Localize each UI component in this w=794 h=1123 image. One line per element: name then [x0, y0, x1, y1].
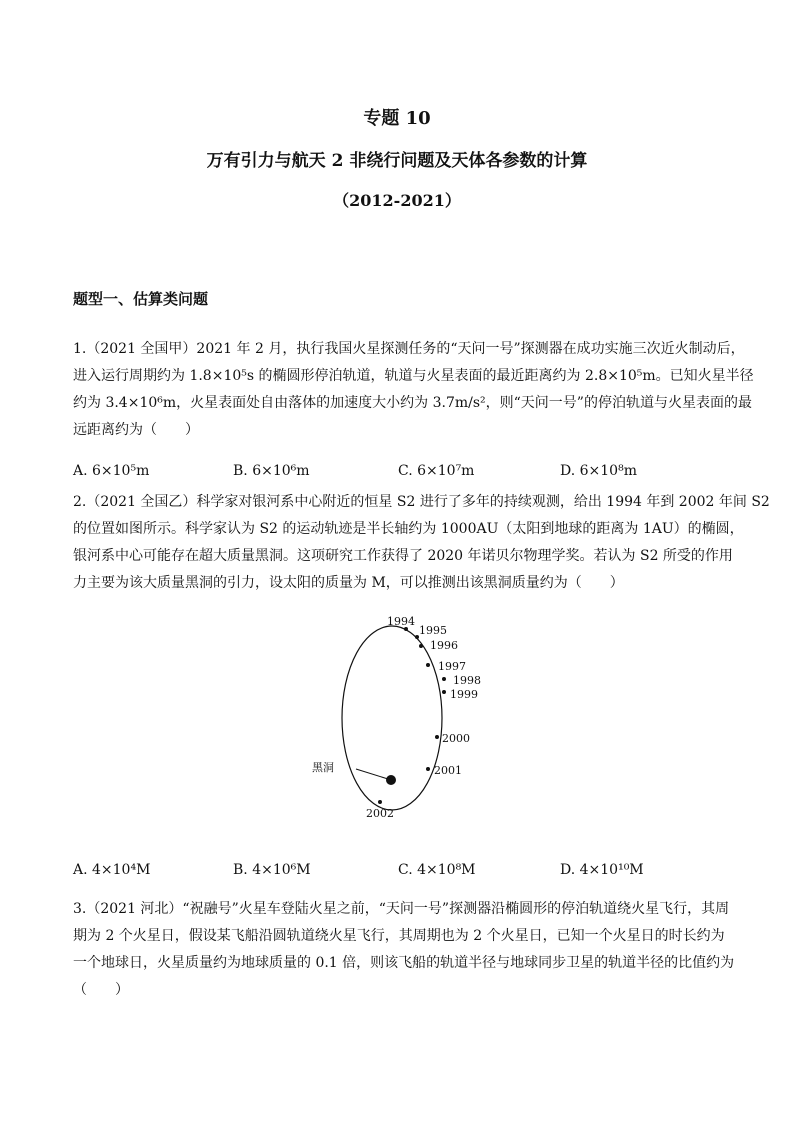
option-b: B. 4×10⁶M	[233, 862, 311, 878]
question-3-line: （ ）	[73, 982, 129, 998]
question-1-line: 1.（2021 全国甲）2021 年 2 月，执行我国火星探测任务的“天问一号”探测器在成功实施三次近火制动后，	[73, 341, 745, 357]
year-label-2002: 2002	[366, 807, 394, 820]
year-label-1999: 1999	[450, 688, 478, 701]
orbit-point-1997	[426, 663, 430, 667]
year-label-2001: 2001	[434, 764, 462, 777]
orbit-point-1998	[442, 677, 446, 681]
question-2-options	[73, 862, 723, 884]
option-d: D. 6×10⁸m	[560, 463, 637, 479]
question-2-line: 力主要为该大质量黑洞的引力，设太阳的质量为 M，可以推测出该黑洞质量约为（ ）	[73, 575, 624, 591]
section-heading: 题型一、估算类问题	[73, 290, 209, 308]
black-hole-dot	[386, 775, 396, 785]
orbit-point-1996	[419, 644, 423, 648]
option-c: C. 4×10⁸M	[398, 862, 476, 878]
question-2	[73, 489, 770, 597]
option-a: A. 4×10⁴M	[73, 862, 151, 878]
year-label-1997: 1997	[438, 660, 466, 673]
question-3-line: 3.（2021 河北）“祝融号”火星车登陆火星之前，“天问一号”探测器沿椭圆形的停泊轨道绕火星飞行，其周	[73, 901, 730, 917]
orbit-point-2001	[426, 767, 430, 771]
page-subtitle: 万有引力与航天 2 非绕行问题及天体各参数的计算	[206, 151, 588, 171]
year-label-2000: 2000	[442, 732, 470, 745]
orbit-figure	[300, 612, 500, 827]
question-2-line: 2.（2021 全国乙）科学家对银河系中心附近的恒星 S2 进行了多年的持续观测，给出 1994 年到 2002 年间 S2	[73, 494, 770, 510]
year-label-1994: 1994	[387, 615, 415, 628]
option-d: D. 4×10¹⁰M	[560, 862, 644, 878]
question-1-line: 进入运行周期约为 1.8×10⁵s 的椭圆形停泊轨道，轨道与火星表面的最近距离约为 2.8×10⁵m。已知火星半径	[73, 368, 754, 384]
page-year-range: （2012-2021）	[333, 191, 461, 210]
question-1-options	[73, 463, 723, 485]
orbit-point-1999	[442, 690, 446, 694]
question-1-line: 远距离约为（ ）	[73, 422, 199, 438]
orbit-point-2000	[435, 735, 439, 739]
question-3-line: 期为 2 个火星日，假设某飞船沿圆轨道绕火星飞行，其周期也为 2 个火星日，已知一个火星日的时长约为	[73, 928, 725, 944]
option-a: A. 6×10⁵m	[73, 463, 150, 479]
year-label-1995: 1995	[419, 624, 447, 637]
question-1	[73, 336, 754, 444]
question-2-line: 银河系中心可能存在超大质量黑洞。这项研究工作获得了 2020 年诺贝尔物理学奖。若认为 S2 所受的作用	[73, 548, 733, 564]
page-title: 专题 10	[363, 108, 431, 129]
option-b: B. 6×10⁶m	[233, 463, 310, 479]
question-2-line: 的位置如图所示。科学家认为 S2 的运动轨迹是半长轴约为 1000AU（太阳到地球的距离为 1AU）的椭圆，	[73, 521, 744, 537]
year-label-1996: 1996	[430, 639, 458, 652]
question-1-line: 约为 3.4×10⁶m，火星表面处自由落体的加速度大小约为 3.7m/s²，则“天问一号”的停泊轨道与火星表面的最	[73, 395, 752, 411]
question-3	[73, 896, 735, 1004]
option-c: C. 6×10⁷m	[398, 463, 475, 479]
year-label-1998: 1998	[453, 674, 481, 687]
black-hole-pointer	[356, 769, 388, 779]
orbit-point-2002	[378, 800, 382, 804]
question-3-line: 一个地球日，火星质量约为地球质量的 0.1 倍，则该飞船的轨道半径与地球同步卫星的轨道半径的比值约为	[73, 955, 735, 971]
black-hole-label: 黑洞	[312, 761, 334, 774]
